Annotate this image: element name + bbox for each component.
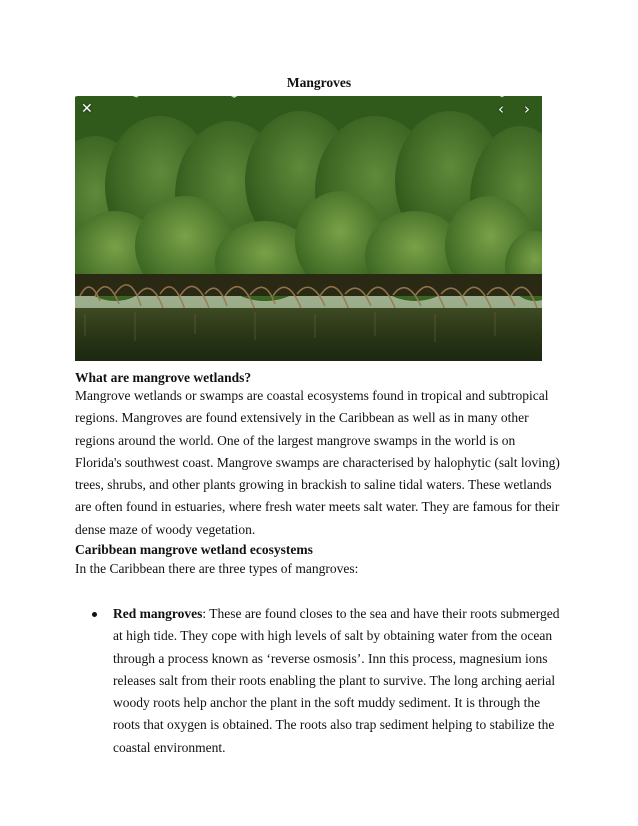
section-body-wetlands: Mangrove wetlands or swamps are coastal ecosystems found in tropical and subtropical regions. Mangroves are found extensively in the Caribbean as well as in many other regions around the world. One of the largest mangrove swamps in the world is on Florida's southwest coast. Mangrove swamps are characterised by halophytic (salt loving) trees, shrubs, and other plants growing in brackish to saline tidal waters. These wetlands are often found in estuaries, where fresh water meets salt water. They are famous for their dense maze of woody vegetation. (75, 388, 560, 537)
bullet-icon (92, 612, 97, 617)
bullet-term: Red mangroves (113, 606, 203, 621)
mangrove-photo (75, 96, 542, 361)
close-icon[interactable]: ✕ (81, 101, 93, 117)
mangrove-illustration (75, 96, 542, 361)
section-heading-wetlands: What are mangrove wetlands? (75, 370, 252, 385)
section-body-caribbean: In the Caribbean there are three types of mangroves: (75, 561, 359, 576)
bullet-description: : These are found closes to the sea and have their roots submerged at high tide. They cope with high levels of salt by obtaining water from the ocean through a process known as ‘reverse osmosis’. Inn this process, magnesium ions releases salt from their roots enabling the plant to survive. The long arching aerial woody roots help anchor the plant in the soft muddy sediment. It is through the roots that oxygen is obtained. The roots also trap sediment helping to stabilize the coastal environment. (113, 606, 560, 755)
bullet-text (113, 603, 561, 759)
section-heading-caribbean: Caribbean mangrove wetland ecosystems (75, 542, 313, 557)
chevron-right-icon[interactable]: › (524, 100, 530, 118)
chevron-left-icon[interactable]: ‹ (498, 100, 504, 118)
page-title: Mangroves (286, 75, 352, 90)
